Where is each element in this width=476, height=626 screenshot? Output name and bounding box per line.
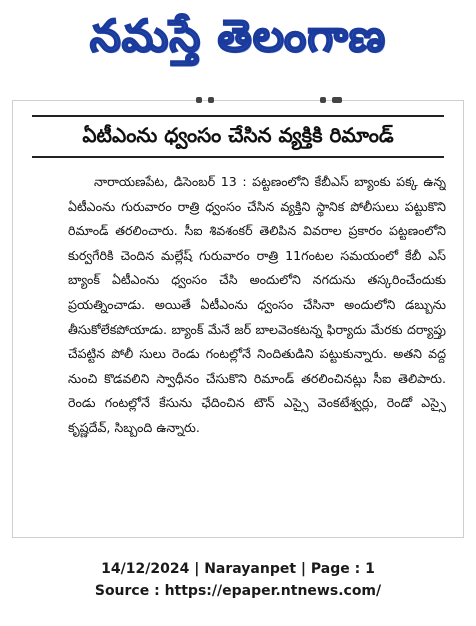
footer-date-edition-page: 14/12/2024 | Narayanpet | Page : 1 [101,561,375,577]
masthead-title: నమస్తే తెలంగాణ [89,11,387,62]
cropped-previous-line [196,97,366,105]
headline-top-rule [32,115,444,117]
clipping-footer [0,558,476,602]
article-headline: ఏటీఎంను ధ్వంసం చేసిన వ్యక్తికి రిమాండ్ [82,123,394,147]
article-body [68,170,446,530]
article-paragraph: నారాయణపేట, డిసెంబర్ 13 : పట్టణంలోని కేబీఎస్ బ్యాంకు పక్క ఉన్న ఏటీఎంను గురువారం రాత్రి ధ్వంసం చేసిన వ్యక్తిని స్థానిక పోలీసులు పట్టుకొని రిమాండ్ తరలించారు. సీఐ శివశంకర్ తెలిపిన వివరాల ప్రకారం పట్టణంలోని కుర్వగేరికి చెందిన మల్లేష్ గురువారం రాత్రి 11గంటల సమయంలో కేబీ ఎస్ బ్యాంక్ ఏటీఎంను ధ్వంసం చేసి అందులోని నగదును తస్కరించేందుకు ప్రయత్నించాడు. అయితే ఏటీఎంను ధ్వంసం చేసినా అందులోని డబ్బును తీసుకోలేకపోయాడు. బ్యాంక్ మేనే జర్ బాలవెంకటన్న ఫిర్యాదు మేరకు దర్యాప్తు చేపట్టిన పోలీ సులు రెండు గంటల్లోనే నిందితుడిని పట్టుకున్నారు. అతని వద్ద నుంచి కొడవలిని స్వాధీనం చేసుకొని రిమాండ్ తరలించినట్లు సీఐ తెలిపారు. రెండు గంటల్లోనే కేసును ఛేదించిన టౌన్ ఎస్సై వెంకటేశ్వర్లు, రెండో ఎస్సై కృష్ణదేవ్, సిబ్బంది ఉన్నారు. [68,174,446,435]
headline-bottom-rule [32,156,444,158]
footer-source: Source : https://epaper.ntnews.com/ [94,583,382,599]
newspaper-masthead [30,6,446,68]
